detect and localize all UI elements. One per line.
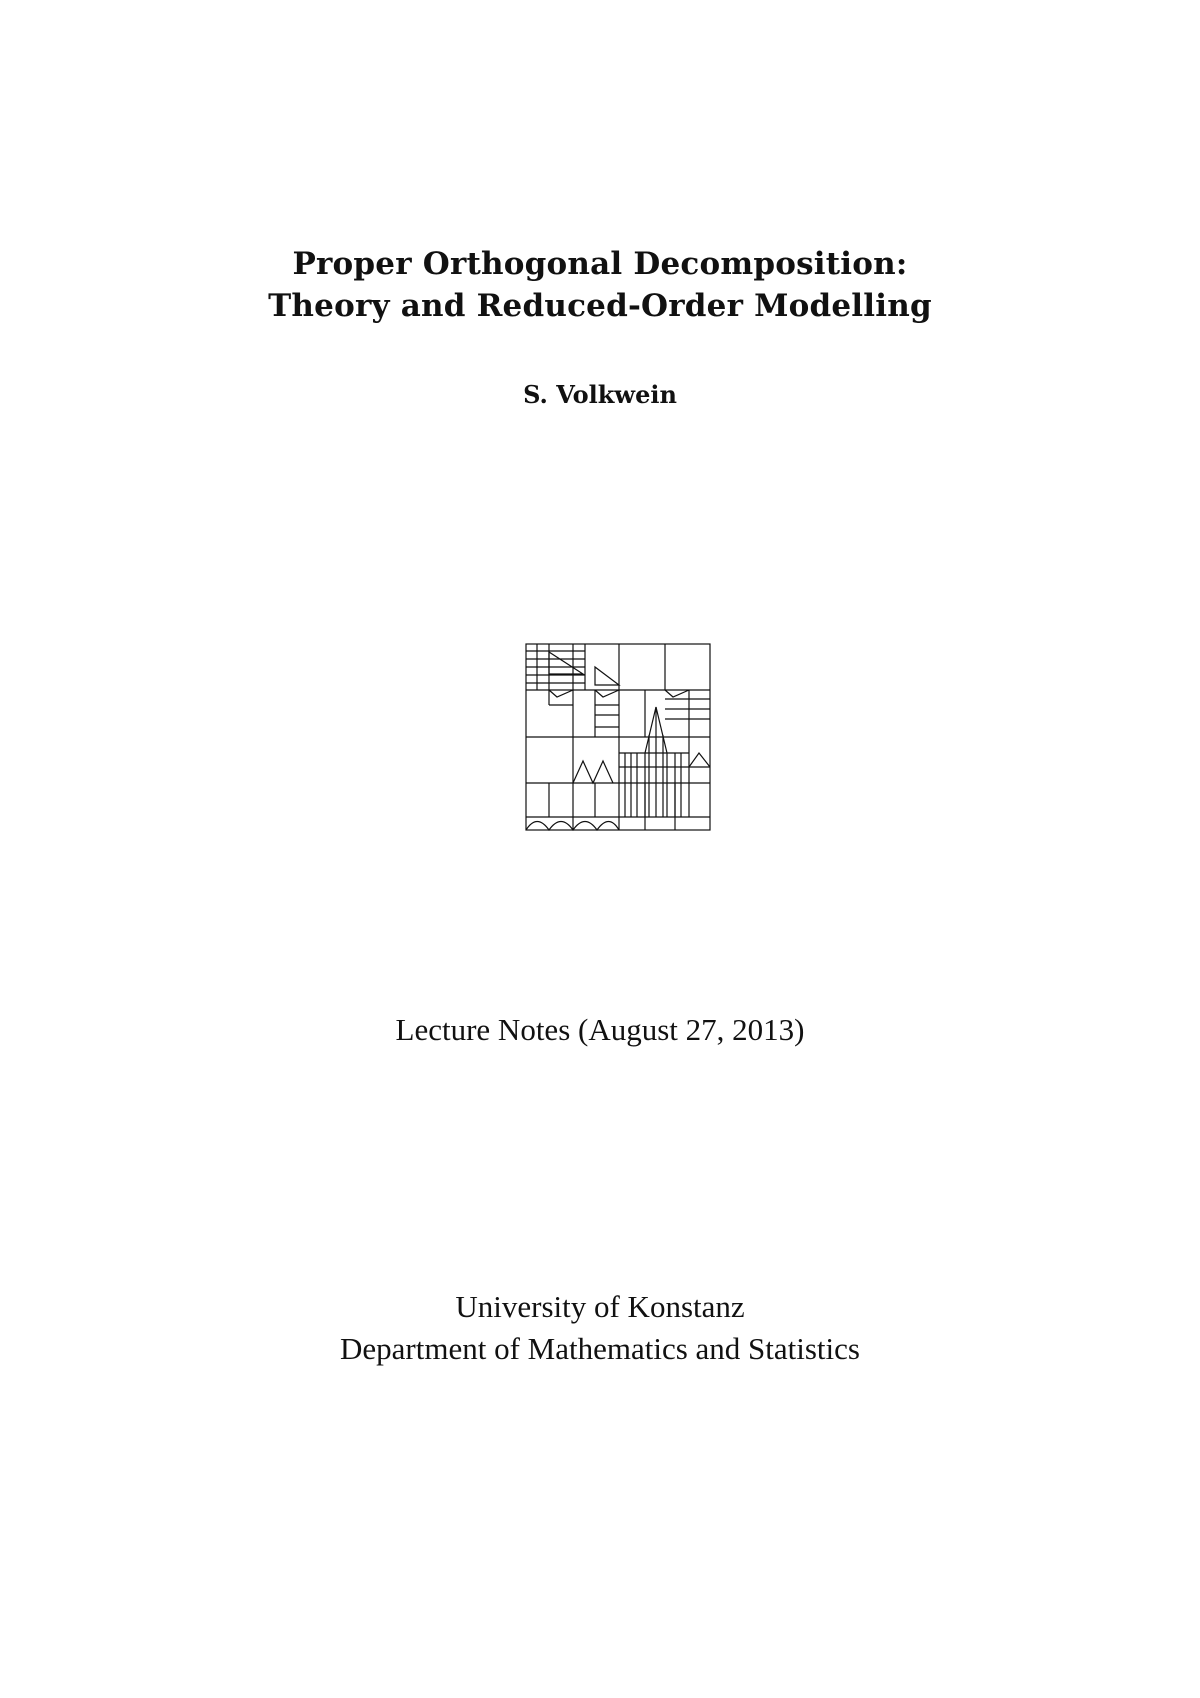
department-name: Department of Mathematics and Statistics: [340, 1331, 860, 1366]
document-title: [0, 243, 1200, 327]
university-name: University of Konstanz: [455, 1289, 745, 1324]
title-line-1: Proper Orthogonal Decomposition:: [292, 246, 908, 282]
logo-graphic: [525, 643, 711, 831]
affiliation: [0, 1286, 1200, 1370]
university-of-konstanz-logo-icon: [525, 643, 711, 831]
title-line-2: Theory and Reduced-Order Modelling: [268, 288, 932, 324]
lecture-notes-date: Lecture Notes (August 27, 2013): [395, 1012, 805, 1047]
author-name: S. Volkwein: [523, 380, 677, 409]
